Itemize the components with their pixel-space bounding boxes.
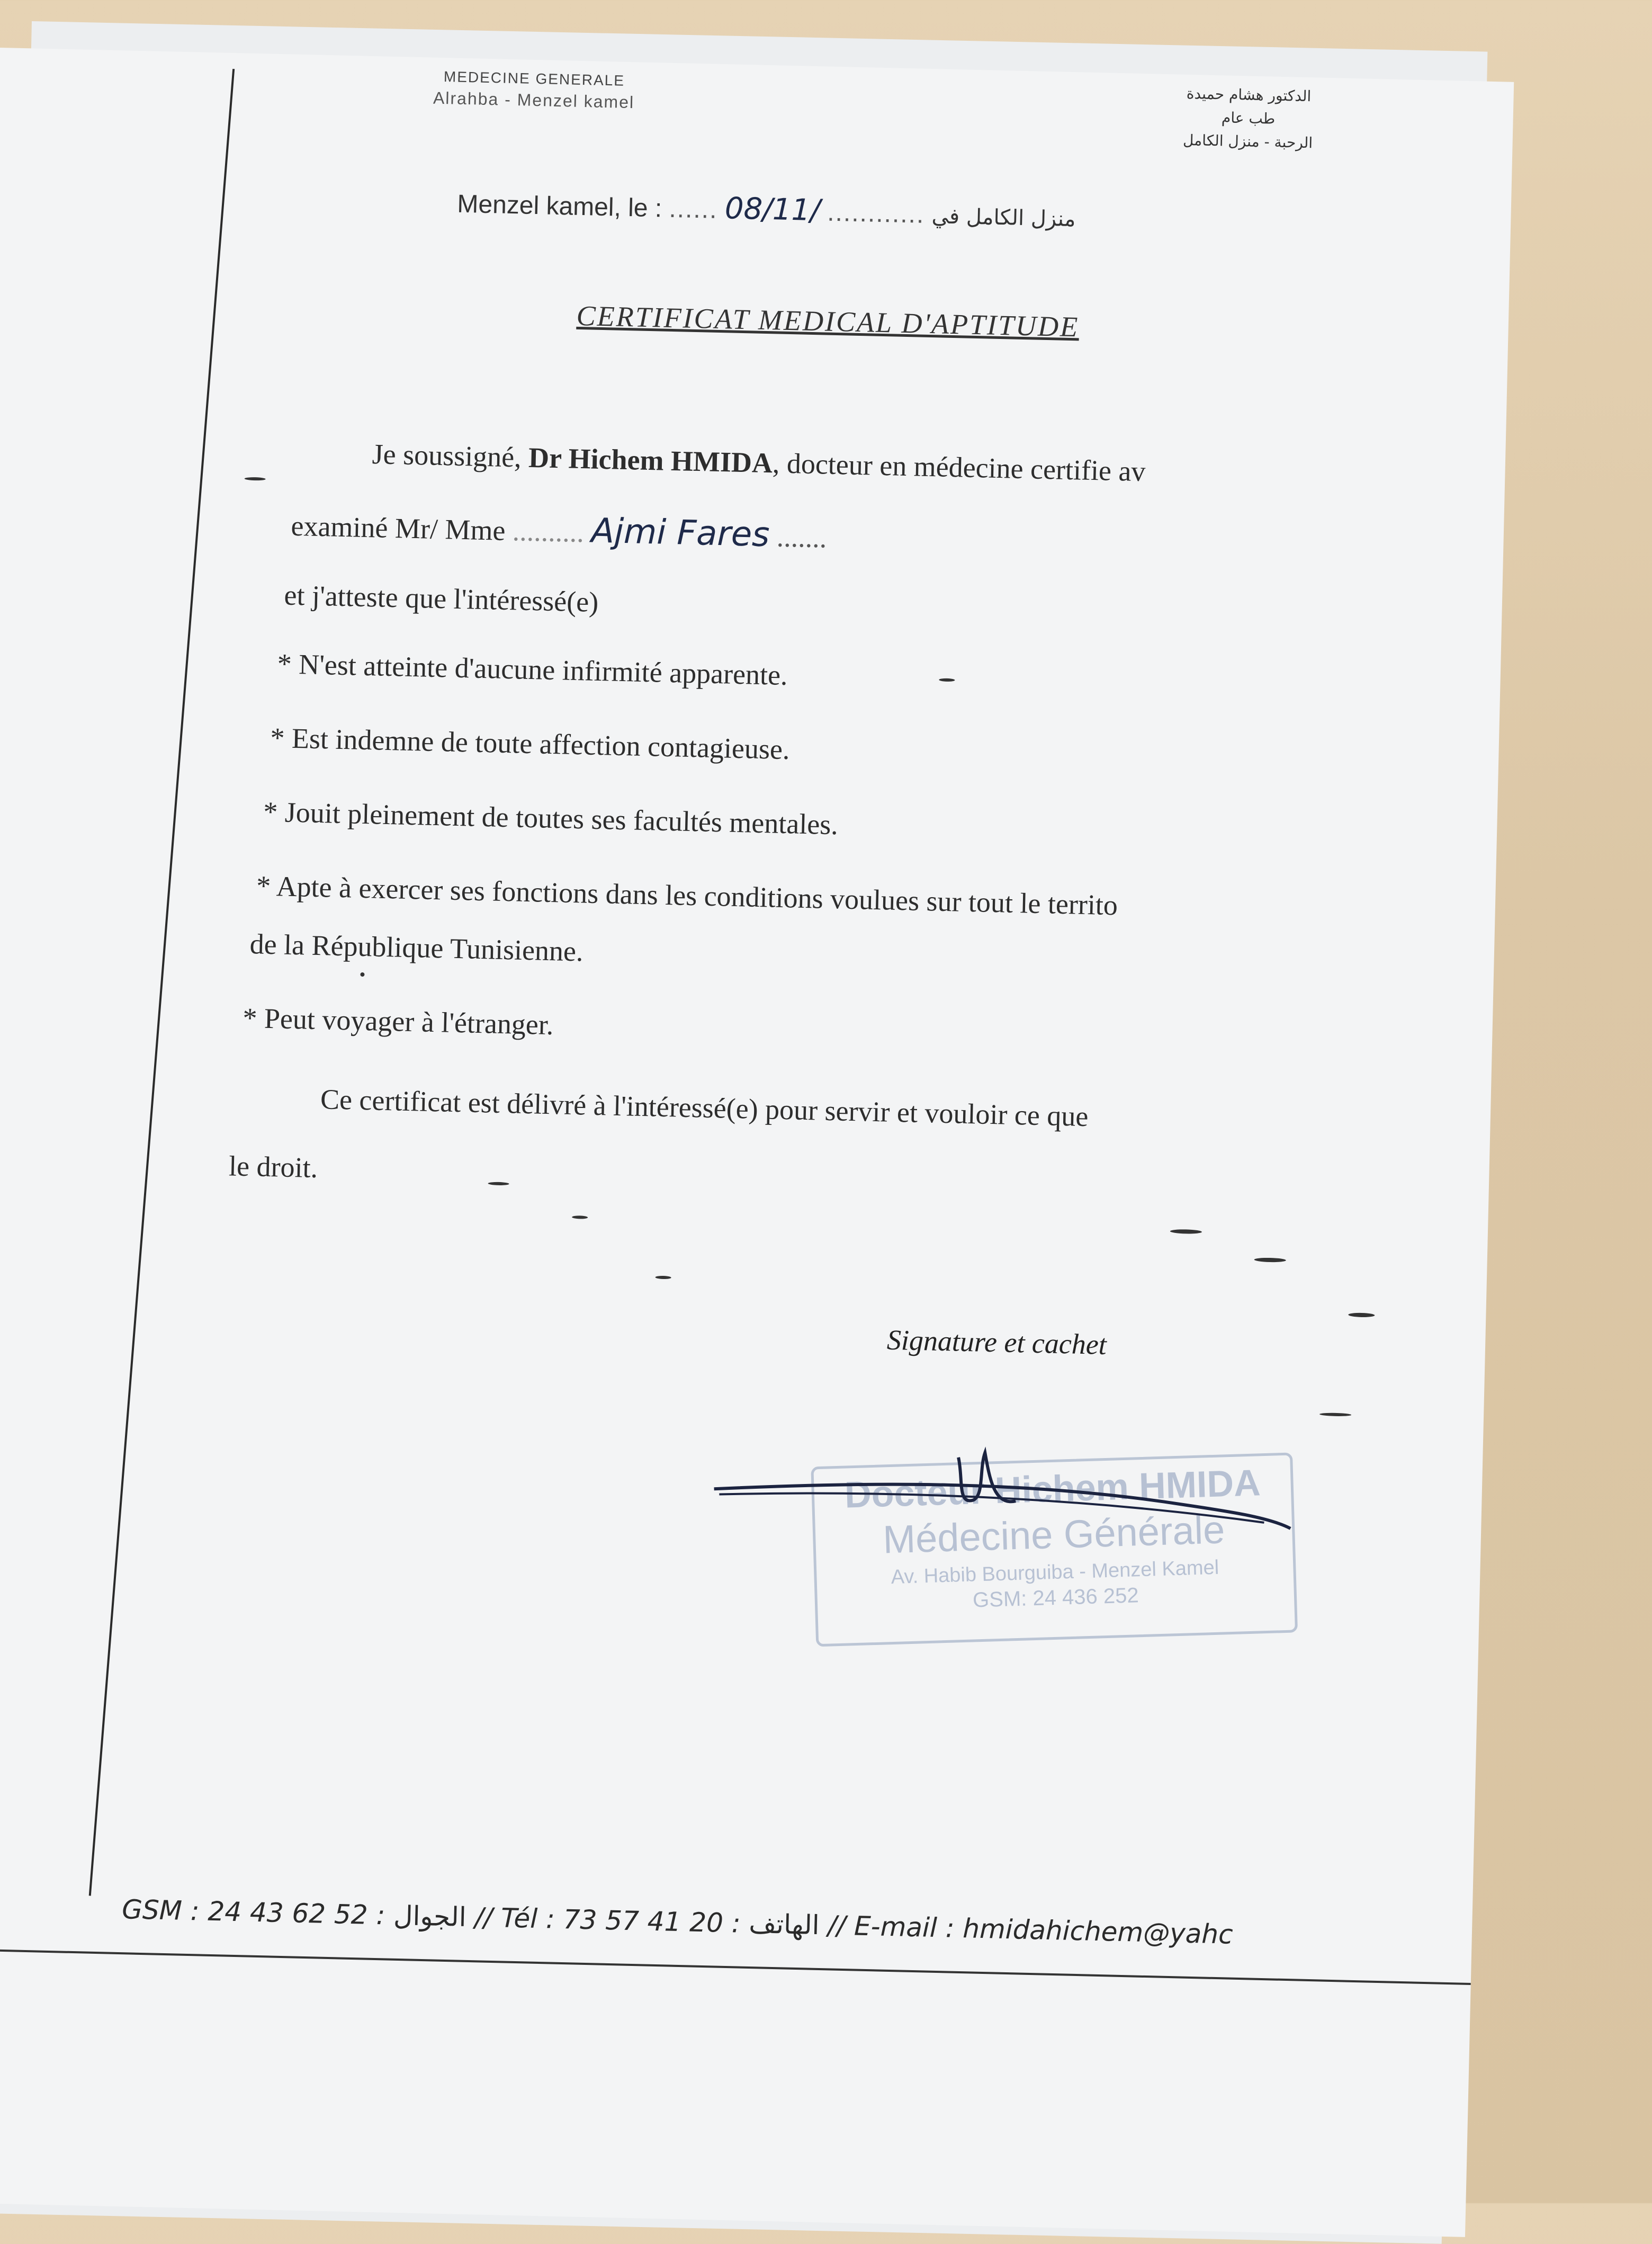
certificate-page xyxy=(0,48,1514,2237)
toner-speck xyxy=(939,678,955,682)
signature-caption: Signature et cachet xyxy=(886,1324,1107,1361)
footer-email: E-mail : hmidahichem@yahc xyxy=(854,1910,1234,1950)
patient-label: examiné Mr/ Mme xyxy=(290,509,506,547)
letterhead-right-arabic xyxy=(1152,81,1344,155)
footer-rule xyxy=(0,1949,1471,1985)
aptitude-item-4-cont: de la République Tunisienne. xyxy=(249,928,584,968)
toner-speck xyxy=(1254,1257,1286,1262)
stamp-address: Av. Habib Bourguiba - Menzel Kamel xyxy=(891,1556,1219,1589)
closing-line-2: le droit. xyxy=(228,1150,318,1184)
toner-speck xyxy=(1170,1229,1202,1234)
document-title: CERTIFICAT MEDICAL D'APTITUDE xyxy=(576,299,1080,343)
toner-speck xyxy=(656,1276,671,1280)
footer-separator-1: // xyxy=(474,1902,493,1934)
patient-line: examiné Mr/ Mme .......... Ajmi Fares ....... xyxy=(290,509,828,555)
stamp-specialty: Médecine Générale xyxy=(882,1507,1226,1562)
place-date-label: Menzel kamel, le : xyxy=(456,190,662,223)
letterhead-ar-address: الرحبة - منزل الكامل xyxy=(1182,131,1313,152)
toner-speck xyxy=(488,1182,509,1185)
footer-gsm-arabic: الجوال xyxy=(393,1900,467,1933)
closing-line-1: Ce certificat est délivré à l'intéressé(e) pour servir et vouloir ce que xyxy=(320,1083,1089,1133)
letterhead-specialty: MEDECINE GENERALE xyxy=(443,68,625,89)
footer-tel-arabic: الهاتف xyxy=(748,1908,820,1941)
toner-speck xyxy=(1348,1312,1375,1317)
contact-footer xyxy=(122,1894,1234,1950)
letterhead-ar-specialty: طب عام xyxy=(1221,109,1276,128)
stamp-name: Docteur Hichem HMIDA xyxy=(843,1462,1261,1516)
letterhead-ar-name: الدكتور هشام حميدة xyxy=(1186,84,1312,105)
toner-speck xyxy=(1319,1412,1351,1416)
toner-speck xyxy=(360,972,364,977)
footer-separator-2: // xyxy=(827,1910,846,1942)
toner-speck xyxy=(572,1215,588,1219)
margin-rule xyxy=(89,69,235,1896)
letterhead-left xyxy=(433,68,635,113)
place-date-line: Menzel kamel, le : ...... 08/11/ ............ منزل الكامل في xyxy=(456,190,1076,232)
letterhead-address: Alrahba - Menzel kamel xyxy=(433,88,635,112)
intro-line: Je soussigné, Dr Hichem HMIDA, docteur en médecine certifie av xyxy=(372,438,1146,488)
patient-name-handwritten: Ajmi Fares xyxy=(590,511,770,555)
toner-speck xyxy=(245,477,266,481)
footer-tel: Tél : 73 57 41 20 : xyxy=(500,1902,741,1939)
handwritten-date: 08/11/ xyxy=(724,191,821,228)
handwritten-signature xyxy=(707,1431,1319,1561)
aptitude-item-5: * Peut voyager à l'étranger. xyxy=(242,1002,554,1041)
attestation-line: et j'atteste que l'intéressé(e) xyxy=(284,579,599,618)
doctor-name: Dr Hichem HMIDA xyxy=(528,441,773,479)
aptitude-item-4: * Apte à exercer ses fonctions dans les conditions voulues sur tout le territo xyxy=(256,870,1118,922)
footer-gsm: GSM : 24 43 62 52 : xyxy=(121,1894,386,1931)
stamp-phone: GSM: 24 436 252 xyxy=(972,1584,1139,1612)
aptitude-item-2: * Est indemne de toute affection contagieuse. xyxy=(270,721,791,766)
aptitude-item-1: * N'est atteinte d'aucune infirmité apparente. xyxy=(277,648,788,692)
aptitude-item-3: * Jouit pleinement de toutes ses facultés mentales. xyxy=(263,795,839,841)
place-date-arabic: منزل الكامل في xyxy=(931,204,1076,232)
